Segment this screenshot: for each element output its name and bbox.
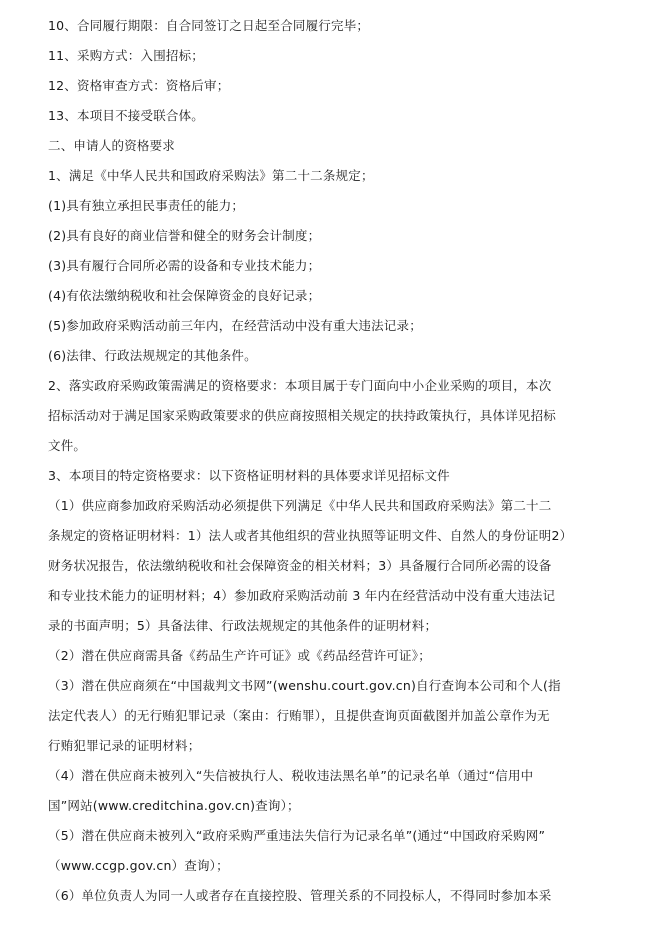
text-line-sub-5-end: （www.ccgp.gov.cn）查询）； [48, 858, 229, 873]
text-line-item-2: (2)具有良好的商业信誉和健全的财务会计制度； [48, 228, 321, 243]
text-line-item-3: (3)具有履行合同所必需的设备和专业技术能力； [48, 258, 321, 273]
text-line-req-3: 3、本项目的特定资格要求：以下资格证明材料的具体要求详见招标文件 [48, 468, 450, 483]
text-line-sub-1: （1）供应商参加政府采购活动必须提供下列满足《中华人民共和国政府采购法》第二十二 [48, 498, 552, 513]
text-line-item-5: (5)参加政府采购活动前三年内，在经营活动中没有重大违法记录； [48, 318, 422, 333]
text-line-sub-1-cont-a: 条规定的资格证明材料：1）法人或者其他组织的营业执照等证明文件、自然人的身份证明2） [48, 528, 573, 543]
text-line-sub-1-cont-c: 和专业技术能力的证明材料；4）参加政府采购活动前 3 年内在经营活动中没有重大违法记 [48, 588, 556, 603]
section-heading: 二、申请人的资格要求 [48, 138, 176, 153]
text-line-sub-5: （5）潜在供应商未被列入“政府采购严重违法失信行为记录名单”(通过“中国政府采购网” [48, 828, 546, 843]
text-line-req-1: 1、满足《中华人民共和国政府采购法》第二十二条规定； [48, 168, 374, 183]
text-line-method: 11、采购方式：入围招标； [48, 48, 205, 63]
text-line-req-2-cont: 招标活动对于满足国家采购政策要求的供应商按照相关规定的扶持政策执行，具体详见招标 [48, 408, 557, 423]
text-line-req-2: 2、落实政府采购政策需满足的资格要求：本项目属于专门面向中小企业采购的项目，本次 [48, 378, 552, 393]
text-line-sub-6: （6）单位负责人为同一人或者存在直接控股、管理关系的不同投标人，不得同时参加本采 [48, 888, 552, 903]
text-line-consortium: 13、本项目不接受联合体。 [48, 108, 205, 123]
text-line-item-4: (4)有依法缴纳税收和社会保障资金的良好记录； [48, 288, 321, 303]
text-line-sub-4: （4）潜在供应商未被列入“失信被执行人、税收违法黑名单”的记录名单（通过“信用中 [48, 768, 534, 783]
text-line-sub-4-end: 国”网站(www.creditchina.gov.cn)查询）； [48, 798, 300, 813]
text-line-sub-1-end: 录的书面声明；5）具备法律、行政法规规定的其他条件的证明材料； [48, 618, 438, 633]
text-line-sub-2: （2）潜在供应商需具备《药品生产许可证》或《药品经营许可证》； [48, 648, 431, 663]
text-line-sub-3-cont: 法定代表人）的无行贿犯罪记录（案由：行贿罪），且提供查询页面截图并加盖公章作为无 [48, 708, 550, 723]
text-line-req-2-end: 文件。 [48, 438, 87, 453]
text-line-review: 12、资格审查方式：资格后审； [48, 78, 230, 93]
text-line-sub-1-cont-b: 财务状况报告，依法缴纳税收和社会保障资金的相关材料；3）具备履行合同所必需的设备 [48, 558, 552, 573]
text-line-sub-3-end: 行贿犯罪记录的证明材料； [48, 738, 201, 753]
text-line-item-1: (1)具有独立承担民事责任的能力； [48, 198, 245, 213]
text-line-period: 10、合同履行期限：自合同签订之日起至合同履行完毕； [48, 18, 370, 33]
text-line-sub-3: （3）潜在供应商须在“中国裁判文书网”(wenshu.court.gov.cn)自行查询本公司和个人(指 [48, 678, 561, 693]
text-line-item-6: (6)法律、行政法规规定的其他条件。 [48, 348, 257, 363]
